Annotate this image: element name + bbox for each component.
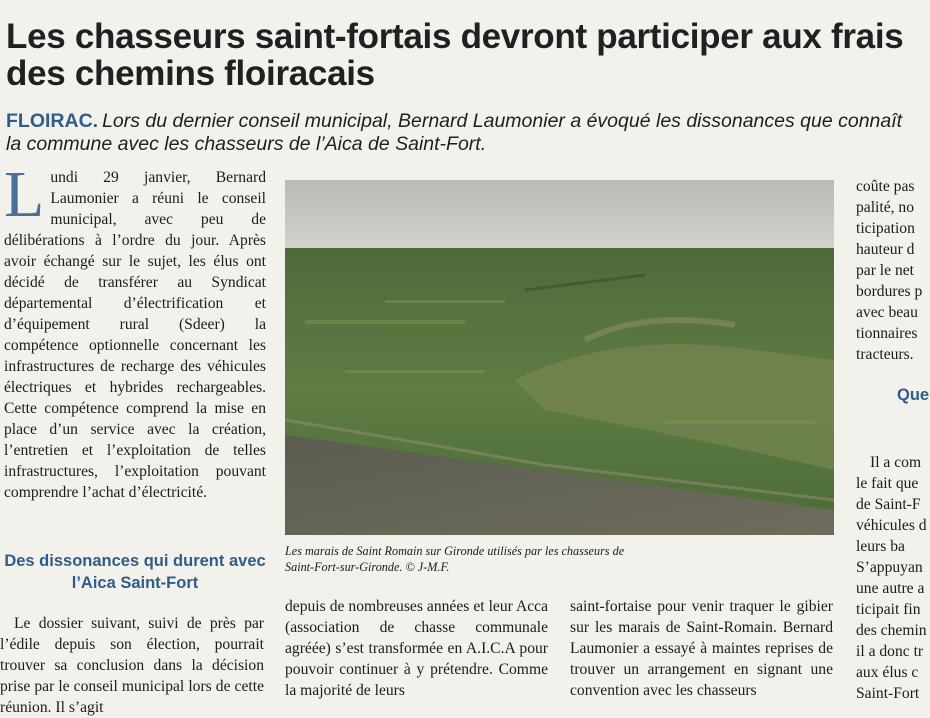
column-2-body: depuis de nombreuses années et leur Acca (association de chasse communale agréée) s’est transformée en A.I.C.A pour pouvoir continuer à y prétendre. Comme la majorité de leurs [285, 598, 548, 699]
column-4-line: Saint-Fort [856, 685, 920, 702]
column-4-line: coûte pas [856, 178, 915, 195]
column-4-line: ticipation [856, 220, 915, 237]
column-4-line: il a donc tr [856, 643, 924, 660]
drop-cap: L [4, 158, 45, 231]
lede-text: Lors du dernier conseil municipal, Bernard Laumonier a évoqué les dissonances que connaît la commune avec les chasseurs de l’Aica de Saint-Fort. [6, 110, 903, 155]
column-4-line: aux élus c [856, 664, 919, 681]
column-4-line: leurs ba [856, 538, 905, 555]
column-4-line: de Saint-F [856, 496, 921, 513]
column-1-continued: Le dossier suivant, suivi de près par l’édile depuis son élection, pourrait trouver sa conclusion dans la décision prise par le conseil municipal lors de cette réunion. Il s’agit [0, 615, 264, 716]
column-4-line: hauteur d [856, 241, 915, 258]
column-3-body: saint-fortaise pour venir traquer le gibier sur les marais de Saint-Romain. Bernard Laumonier a essayé à maintes reprises de trouver un arrangement en signant une convention avec les chasseurs [570, 598, 833, 699]
column-1-text: undi 29 janvier, Bernard Laumonier a réuni le conseil municipal, avec peu de délibérations à l’ordre du jour. Après avoir échangé sur le sujet, les élus ont décidé de transférer au Syndicat départemental d’électrification et d’équipement rural (Sdeer) la compétence optionnelle concernant les infrastructures de recharge des véhicules électriques et hybrides rechargeables. Cette compétence comprend la mise en place d’un service avec la création, l’entretien et l’exploitation de telles infrastructures, l’exploitation pouvant comprendre l’achat d’électricité. [4, 169, 266, 501]
subheading-dissonances: Des dissonances qui durent avec l’Aica Saint-Fort [4, 552, 266, 592]
subheading-column-4: Que [897, 386, 930, 404]
column-4-line: tracteurs. [856, 346, 914, 363]
column-4-bottom [856, 452, 930, 704]
column-4-line: tionnaires [856, 325, 918, 342]
photo-caption: Les marais de Saint Romain sur Gironde utilisés par les chasseurs de Saint-Fort-sur-Gironde. © J-M.F. [285, 544, 625, 574]
column-4-line: Il a com [870, 454, 922, 471]
dateline-place: FLOIRAC. [6, 110, 99, 132]
column-4-line: par le net [856, 262, 915, 279]
column-4-line: palité, no [856, 199, 915, 216]
article-headline: Les chasseurs saint-fortais devront participer aux frais des chemins floiracais [6, 17, 904, 93]
column-4-line: le fait que [856, 475, 919, 492]
column-4-line: bordures p [856, 283, 923, 300]
column-4-line: des chemin [856, 622, 927, 639]
article-lede [6, 110, 921, 156]
column-4-line: une autre a [856, 580, 925, 597]
marsh-landscape-image [285, 180, 834, 535]
marsh-photo [285, 180, 834, 535]
column-4-line: ticipait fin [856, 601, 921, 618]
column-4-line: véhicules d [856, 517, 927, 534]
column-1-body [4, 158, 266, 503]
column-4-line: avec beau [856, 304, 918, 321]
column-4-top [856, 176, 930, 365]
column-4-line: S’appuyan [856, 559, 923, 576]
